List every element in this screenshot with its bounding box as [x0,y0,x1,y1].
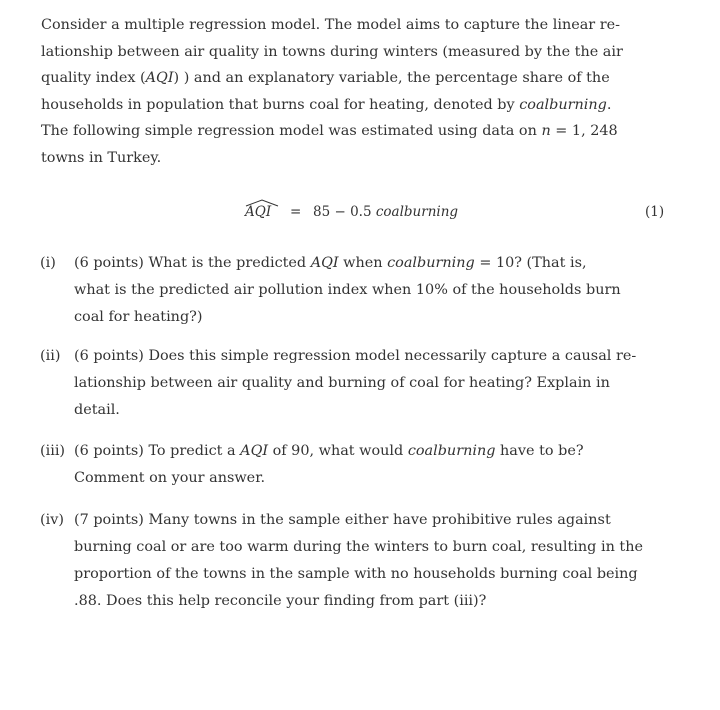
question-text: lationship between air quality and burning of coal for heating? Explain in [74,375,610,391]
question-text: proportion of the towns in the sample with no households burning coal being [74,566,638,582]
intro-line-6: towns in Turkey. [41,149,162,166]
intro-line-2: lationship between air quality in towns during winters (measured by the the air [41,43,623,60]
question-points: (6 points) [74,443,144,459]
coalburning-variable: coalburning [387,255,475,271]
intro-line-5a: The following simple regression model was estimated using data on [41,123,542,140]
intro-line-1: Consider a multiple regression model. The model aims to capture the linear re- [41,17,621,33]
question-text: have to be? [495,443,584,459]
question-text: detail. [74,402,120,418]
question-ii [40,343,670,424]
intro-coalburning-variable: coalburning [519,96,607,113]
question-label: (i) [40,255,56,271]
question-text: what is the predicted air pollution index when 10% of the households burn [74,282,621,298]
intro-line-4a: households in population that burns coal for heating, denoted by [41,96,520,113]
regression-equation [0,201,720,229]
question-body [74,507,670,615]
question-points: (6 points) [74,348,144,364]
question-body [74,250,670,331]
question-text: when [338,255,388,271]
intro-paragraph [41,12,669,172]
question-text: .88. Does this help reconcile your finding from part (iii)? [74,593,487,609]
question-text: Many towns in the sample either have prohibitive rules against [143,512,611,528]
equation-rhs [313,204,458,220]
intro-line-4b: . [606,96,612,113]
aqi-variable: AQI [310,255,339,271]
question-text: = 10? (That is, [474,255,587,271]
question-body [74,438,670,492]
intro-n-variable: n [541,123,551,140]
intro-line-5b: = 1, 248 [550,123,618,140]
question-points: (6 points) [74,255,144,271]
equation-constant: 85 − 0.5 [313,204,372,220]
question-text: burning coal or are too warm during the winters to burn coal, resulting in the [74,539,643,555]
question-iv [40,507,670,615]
question-i [40,250,670,331]
question-label: (iv) [40,512,64,528]
question-label: (iii) [40,443,66,459]
intro-line-3a: quality index ( [41,70,146,87]
question-text: of 90, what would [268,443,408,459]
question-text: What is the predicted [143,255,311,271]
intro-aqi-variable: AQI [145,70,174,87]
equation-equals: = [290,204,302,220]
question-iii [40,438,670,492]
aqi-variable: AQI [240,443,269,459]
intro-line-3b: ) ) and an explanatory variable, the percentage share of the [173,70,610,87]
question-body [74,343,670,424]
equation-lhs: AQI [245,204,272,220]
question-text: coal for heating?) [74,309,203,325]
coalburning-variable: coalburning [407,443,496,459]
question-text: Does this simple regression model necessarily capture a causal re- [143,348,637,364]
equation-number: (1) [645,204,665,220]
question-points: (7 points) [74,512,144,528]
question-label: (ii) [40,348,61,364]
equation-variable: coalburning [375,204,459,220]
question-text: To predict a [143,443,241,459]
question-text: Comment on your answer. [74,470,266,486]
